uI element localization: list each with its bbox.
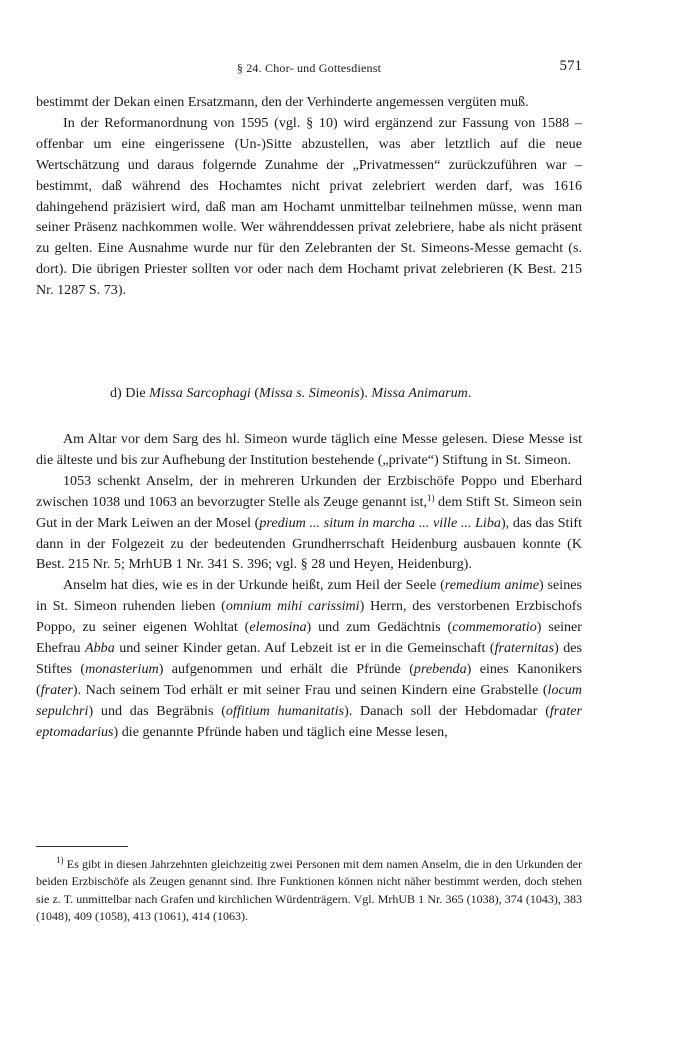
footnote-marker: 1): [56, 855, 64, 865]
latin-quote: predium ... situm in marcha ... ville ... Liba: [259, 514, 501, 531]
section-heading: [36, 383, 582, 404]
text-span: ), das das Stift dann in der Folgezeit zu der bedeutenden Grundherrschaft Heidenburg ausbauen konnte (K Best. 215 Nr. 5; MrhUB 1 Nr. 341 S. 396; vgl. § 28 und Heyen, Heidenburg).: [36, 514, 582, 573]
latin-term: offitium humanitatis: [225, 702, 345, 719]
paragraph-1053: [36, 471, 582, 576]
text-span: ) die genannte Pfründe haben und täglich eine Messe lesen,: [113, 723, 448, 740]
text-span: 1053 schenkt Anselm, der in mehreren Urkunden der Erzbischöfe Poppo und Eberhard zwischen 1038 und 1063 an bevorzugter Stelle als Zeuge genannt ist,: [36, 472, 582, 510]
heading-italic-missa-simeonis: Missa s. Simeonis: [259, 385, 360, 401]
text-span: ) seines in St. Simeon ruhenden lieben (: [36, 577, 582, 615]
latin-term: frater eptomadarius: [36, 702, 582, 740]
heading-italic-missa-sarcophagi: Missa Sarcophagi: [149, 385, 251, 401]
latin-term: prebenda: [413, 660, 467, 677]
paragraph-reformanordnung: In der Reformanordnung von 1595 (vgl. § 10) wird ergänzend zur Fassung von 1588 – offenbar um eine eingerissene (Un-)Sitte abzustellen, was aber letztlich auf die neue Wertschätzung und daraus folgernde Zunahme der „Privatmessen“ zurückzuführen war – bestimmt, daß während des Hochamtes nicht privat zelebriert werden darf, was 1616 dahingehend präzisiert wird, daß man am Hochamt unmittelbar teilnehmen müsse, wenn man seiner Präsenz nachkommen wolle. Wer währenddessen privat zelebriere, habe als nicht präsent zu gelten. Eine Ausnahme wurde nur für den Zelebranten der St. Simeons-Messe gemacht (s. dort). Die übrigen Priester sollten vor oder nach dem Hochamt privat zelebrieren (K Best. 215 Nr. 1287 S. 73).: [36, 114, 582, 299]
latin-term: frater: [40, 681, 73, 698]
latin-term: remedium anime: [444, 577, 539, 594]
text-span: ). Nach seinem Tod erhält er mit seiner Frau und seinen Kindern eine Grabstelle (: [72, 681, 548, 698]
body-text-lower: [36, 429, 582, 743]
heading-mid2: ).: [359, 385, 372, 401]
text-span: ) Herrn, des verstorbenen Erzbischofs Poppo, zu seiner eigenen Wohltat (: [36, 598, 582, 636]
latin-term: locum sepulchri: [36, 681, 582, 719]
text-span: ) seiner Ehefrau: [36, 619, 582, 657]
text-span: Anselm hat dies, wie es in der Urkunde heißt, zum Heil der Seele (: [63, 577, 445, 594]
footnote-reference[interactable]: 1): [426, 492, 435, 503]
text-span: ) des Stiftes (: [36, 640, 582, 677]
footnote-text: [36, 856, 582, 925]
text-span: dem Stift St. Simeon sein Gut in der Mark Leiwen an der Mosel (: [36, 493, 582, 531]
heading-mid1: (: [250, 385, 260, 401]
page-number: 571: [559, 58, 582, 74]
paragraph-altar: Am Altar vor dem Sarg des hl. Simeon wurde täglich eine Messe gelesen. Diese Messe ist die älteste und bis zur Aufhebung der Institution bestehende („private“) Stiftung in St. Simeon.: [36, 431, 582, 468]
heading-prefix: d) Die: [110, 385, 150, 401]
heading-end: .: [467, 385, 472, 401]
footnote-marker-number: 1: [56, 855, 61, 865]
latin-term: monasterium: [85, 660, 159, 677]
footnote-reference-number: 1: [426, 492, 432, 503]
book-page: [36, 0, 582, 1038]
running-title: § 24. Chor- und Gottesdienst: [236, 61, 382, 75]
paragraph-anselm: [36, 575, 582, 742]
latin-term: elemosina: [249, 619, 307, 636]
text-span: ) eines Kanonikers (: [36, 660, 582, 698]
text-span: ). Danach soll der Hebdomadar (: [344, 702, 550, 719]
heading-italic-missa-animarum: Missa Animarum: [371, 385, 468, 401]
text-span: ) und das Begräbnis (: [88, 702, 226, 719]
paragraph-continuation: bestimmt der Dekan einen Ersatzmann, den der Verhinderte angemessen vergüten muß.: [36, 94, 529, 110]
footnote-divider: [36, 846, 128, 847]
latin-term: Abba: [85, 640, 115, 657]
text-span: ) und zum Gedächtnis (: [306, 619, 453, 636]
body-text-upper: [36, 92, 582, 301]
latin-term: fraternitas: [494, 640, 555, 657]
latin-term: omnium mihi carissimi: [225, 598, 360, 615]
running-head: [36, 58, 582, 80]
text-span: ) aufgenommen und erhält die Pfründe (: [158, 660, 414, 677]
footnote-body: Es gibt in diesen Jahrzehnten gleichzeitig zwei Personen mit dem namen Anselm, die in den Urkunden der beiden Erzbischöfe als Zeugen genannt sind. Ihre Funktionen können nicht näher bestimmt werden, doch stehen sie z. T. unmittelbar nach Grafen und kirchlichen Würdenträgern. Vgl. MrhUB 1 Nr. 365 (1038), 374 (1043), 383 (1048), 409 (1058), 413 (1061), 414 (1063).: [36, 857, 582, 923]
footnote: [36, 856, 582, 925]
text-span: und seiner Kinder getan. Auf Lebzeit ist er in die Gemeinschaft (: [114, 640, 495, 657]
latin-term: commemoratio: [452, 619, 537, 636]
